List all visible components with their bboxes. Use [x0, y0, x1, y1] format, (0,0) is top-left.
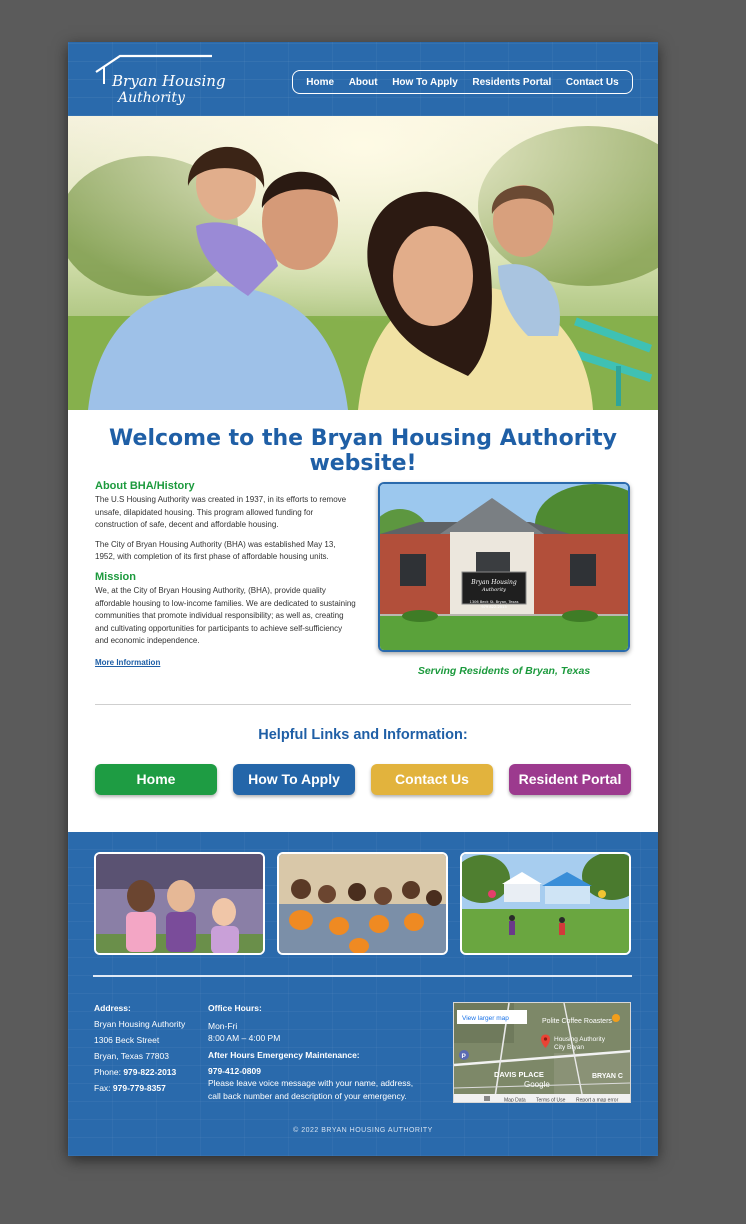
phone-line	[94, 1064, 204, 1080]
address-street: 1306 Beck Street	[94, 1035, 160, 1045]
map-brand: Google	[524, 1080, 550, 1089]
map-street-label: DAVIS PLACE	[494, 1070, 544, 1079]
contact-us-button[interactable]: Contact Us	[371, 764, 493, 795]
map-attrib-report[interactable]: Report a map error	[576, 1097, 619, 1103]
phone-number[interactable]: 979-822-2013	[123, 1067, 177, 1077]
phone-label: Phone:	[94, 1067, 121, 1077]
footer-divider	[93, 975, 632, 977]
office-building-photo	[378, 482, 630, 652]
footer-address-block	[94, 1000, 204, 1096]
logo-text-line1: Bryan Housing	[112, 72, 226, 90]
sign-text-line1: Bryan Housing	[471, 579, 517, 586]
emergency-phone[interactable]: 979-412-0809	[208, 1066, 261, 1076]
map-attrib-data: Map Data	[504, 1097, 526, 1103]
nav-home[interactable]: Home	[306, 76, 335, 88]
helpful-links-heading: Helpful Links and Information:	[258, 727, 468, 743]
fax-label: Fax:	[94, 1083, 111, 1093]
address-city: Bryan, Texas 77803	[94, 1051, 169, 1061]
sign-text-line2: Authority	[482, 587, 506, 593]
community-photo-kids	[94, 852, 265, 955]
resident-portal-button[interactable]: Resident Portal	[509, 764, 631, 795]
nav-residents-portal[interactable]: Residents Portal	[472, 76, 552, 88]
emergency-note: Please leave voice message with your name, address, call back number and description of your emergency.	[208, 1078, 414, 1101]
page-frame	[68, 42, 658, 1156]
site-logo[interactable]	[90, 52, 226, 110]
footer-hours-block	[208, 1000, 428, 1102]
home-button[interactable]: Home	[95, 764, 217, 795]
svg-text:P: P	[461, 1053, 466, 1060]
fax-line	[94, 1080, 204, 1096]
building-caption: Serving Residents of Bryan, Texas	[417, 665, 591, 677]
address-name: Bryan Housing Authority	[94, 1019, 186, 1029]
hours-days: Mon-Fri	[208, 1021, 238, 1031]
how-to-apply-button[interactable]: How To Apply	[233, 764, 355, 795]
more-information-link[interactable]: More Information	[95, 657, 161, 667]
fax-number: 979-779-8357	[112, 1083, 166, 1093]
map-poi-housing-line2: City Bryan	[554, 1044, 584, 1051]
map-poi-housing-line1: Housing Authority	[554, 1036, 605, 1043]
keyboard-icon	[484, 1096, 490, 1101]
footer-copyright: © 2022 BRYAN HOUSING AUTHORITY	[293, 1127, 433, 1134]
hero-family-photo	[68, 116, 658, 410]
view-larger-map-link[interactable]: View larger map	[462, 1015, 509, 1022]
hours-time: 8:00 AM – 4:00 PM	[208, 1033, 281, 1043]
sign-address: 1306 Beck St. Bryan, Texas	[469, 600, 519, 604]
page-title: Welcome to the Bryan Housing Authority website!	[109, 426, 617, 476]
location-map[interactable]	[453, 1002, 631, 1103]
mission-heading: Mission	[95, 570, 136, 583]
map-poi-coffee: Polite Coffee Roasters	[542, 1018, 612, 1025]
map-area-label: BRYAN C	[592, 1073, 623, 1080]
coffee-pin-icon	[612, 1014, 620, 1022]
content-divider	[95, 704, 631, 705]
community-photo-pumpkins	[277, 852, 448, 955]
about-heading: About BHA/History	[95, 480, 195, 492]
about-paragraph-2: The City of Bryan Housing Authority (BHA) was established May 13, 1952, with completion of its first phase of affordable housing units.	[95, 539, 336, 562]
nav-how-to-apply[interactable]: How To Apply	[392, 76, 458, 88]
nav-about[interactable]: About	[348, 76, 378, 88]
mission-paragraph: We, at the City of Bryan Housing Authority, (BHA), provide quality affordable housing to low-income families. We are dedicated to sustaining communities that promote individual responsibility; as well as, creating and cultivating opportunities for participants to achieve self-sufficiency and economic independence.	[95, 585, 356, 646]
map-attrib-terms[interactable]: Terms of Use	[536, 1097, 566, 1103]
site-footer	[68, 832, 658, 1156]
address-label: Address:	[94, 1003, 131, 1013]
about-section	[95, 480, 357, 670]
main-nav	[292, 70, 633, 94]
logo-text-line2: Authority	[118, 90, 185, 106]
nav-contact-us[interactable]: Contact Us	[565, 76, 619, 88]
hours-label: Office Hours:	[208, 1003, 262, 1013]
about-paragraph-1: The U.S Housing Authority was created in 1937, in its efforts to remove unsafe, dilapidated housing. This program allowed funding for construction of safe, decent and affordable housing.	[95, 495, 347, 530]
emergency-label: After Hours Emergency Maintenance:	[208, 1050, 360, 1060]
site-header	[68, 42, 658, 116]
community-photo-outdoor-event	[460, 852, 631, 955]
sign-phone: 979 822-2013	[481, 605, 507, 609]
